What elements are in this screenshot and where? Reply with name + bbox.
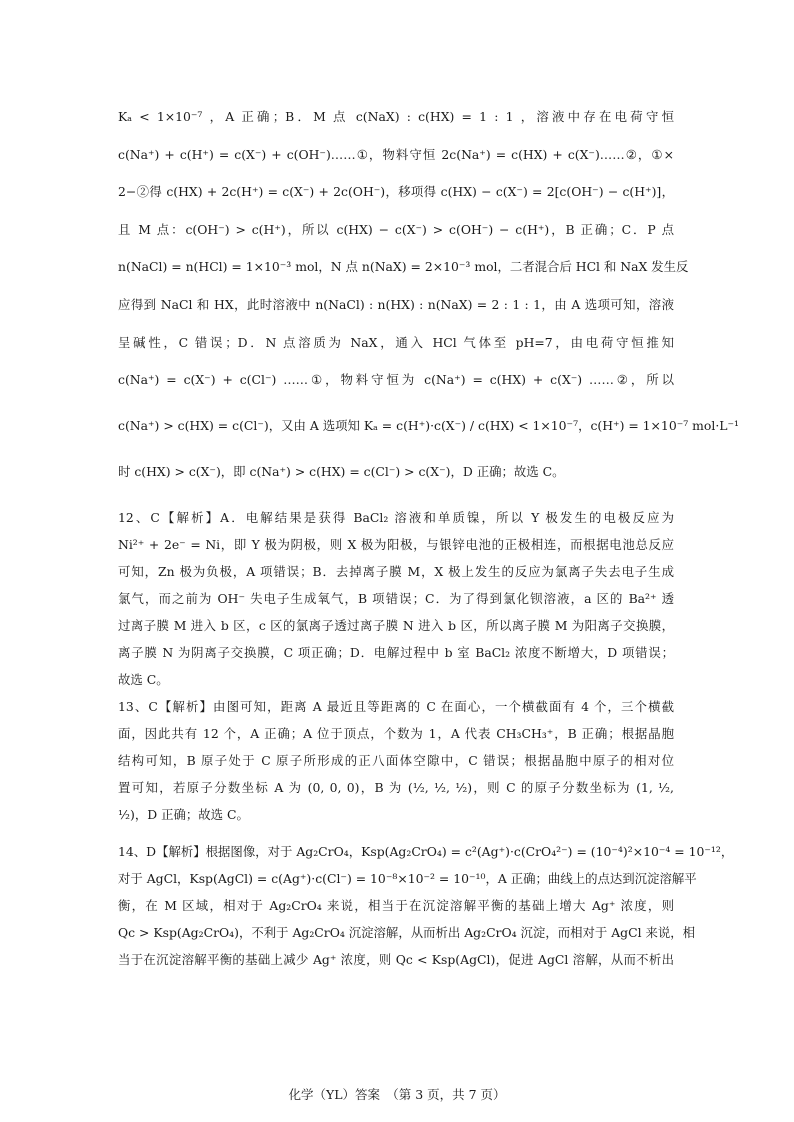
text-line: 对于 AgCl，Ksp(AgCl) = c(Ag⁺)·c(Cl⁻) = 10⁻⁸×10⁻² = 10⁻¹⁰，A 正确；曲线上的点达到沉淀溶解平 <box>118 871 697 887</box>
text-line: 可知，Zn 极为负极，A 项错误；B．去掉离子膜 M，X 极上发生的反应为氯离子失去电子生成 <box>118 564 674 580</box>
paragraph-q12 <box>118 504 674 693</box>
text-line: 且 M 点：c(OH⁻) > c(H⁺)，所以 c(HX) − c(X⁻) > c(OH⁻) − c(H⁺)，B 正确；C．P 点 <box>118 221 674 237</box>
page-footer: 化学（YL）答案 （第 3 页，共 7 页） <box>288 1087 506 1102</box>
text-line: 应得到 NaCl 和 HX，此时溶液中 n(NaCl) : n(HX) : n(NaX) = 2 : 1 : 1，由 A 选项可知，溶液 <box>118 296 674 312</box>
text-line: 置可知，若原子分数坐标 A 为 (0, 0, 0)，B 为 (½, ½, ½)，则 C 的原子分数坐标为 (1, ½, <box>118 780 674 796</box>
paragraph-q11-continued <box>118 98 739 490</box>
text-line: 当于在沉淀溶解平衡的基础上减少 Ag⁺ 浓度，则 Qc < Ksp(AgCl)，促进 AgCl 溶解，从而不析出 <box>118 952 674 968</box>
text-line: c(Na⁺) + c(H⁺) = c(X⁻) + c(OH⁻)……①，物料守恒 2c(Na⁺) = c(HX) + c(X⁻)……②，①× <box>118 146 674 162</box>
text-line: Kₐ < 1×10⁻⁷ ，A 正确；B．M 点 c(NaX) : c(HX) = 1 : 1 ，溶液中存在电荷守恒 <box>118 109 674 124</box>
text-line: 时 c(HX) > c(X⁻)，即 c(Na⁺) > c(HX) = c(Cl⁻) > c(X⁻)，D 正确；故选 C。 <box>118 463 565 479</box>
text-line: 结构可知，B 原子处于 C 原子所形成的正八面体空隙中，C 错误；根据晶胞中原子的相对位 <box>118 753 674 769</box>
paragraph-q13 <box>118 693 674 828</box>
text-line: 13、C【解析】由图可知，距离 A 最近且等距离的 C 在面心，一个横截面有 4 个，三个横截 <box>118 699 674 715</box>
text-line: 2−②得 c(HX) + 2c(H⁺) = c(X⁻) + 2c(OH⁻)，移项得 c(HX) − c(X⁻) = 2[c(OH⁻) − c(H⁺)]， <box>118 184 674 200</box>
answer-content <box>118 98 739 973</box>
text-line: 离子膜 N 为阴离子交换膜，C 项正确；D．电解过程中 b 室 BaCl₂ 浓度不断增大，D 项错误； <box>118 645 674 661</box>
paragraph-q14 <box>118 838 734 973</box>
text-line: 12、C【解析】A．电解结果是获得 BaCl₂ 溶液和单质镍，所以 Y 极发生的电极反应为 <box>118 510 674 526</box>
text-line: Qc > Ksp(Ag₂CrO₄)，不利于 Ag₂CrO₄ 沉淀溶解，从而析出 Ag₂CrO₄ 沉淀，而相对于 AgCl 来说，相 <box>118 925 696 941</box>
text-line: 过离子膜 M 进入 b 区，c 区的氯离子透过离子膜 N 进入 b 区，所以离子膜 M 为阳离子交换膜， <box>118 618 674 634</box>
text-line: 面，因此共有 12 个，A 正确；A 位于顶点，个数为 1，A 代表 CH₃CH₃⁺，B 正确；根据晶胞 <box>118 726 674 742</box>
text-line: 故选 C。 <box>118 672 169 688</box>
text-line: c(Na⁺) > c(HX) = c(Cl⁻)，又由 A 选项知 Kₐ = c(H⁺)·c(X⁻) / c(HX) < 1×10⁻⁷，c(H⁺) = 1×10⁻⁷ mol·L⁻¹ <box>118 417 739 433</box>
text-line: c(Na⁺) = c(X⁻) + c(Cl⁻) ……①，物料守恒为 c(Na⁺) = c(HX) + c(X⁻) ……②，所以 <box>118 372 674 388</box>
text-line: 衡，在 M 区域，相对于 Ag₂CrO₄ 来说，相当于在沉淀溶解平衡的基础上增大 Ag⁺ 浓度，则 <box>118 898 674 914</box>
text-line: ½)，D 正确；故选 C。 <box>118 807 249 823</box>
text-line: Ni²⁺ + 2e⁻ = Ni，即 Y 极为阴极，则 X 极为阳极，与银锌电池的正极相连，而根据电池总反应 <box>118 537 674 553</box>
text-line: n(NaCl) = n(HCl) = 1×10⁻³ mol，N 点 n(NaX) = 2×10⁻³ mol，二者混合后 HCl 和 NaX 发生反 <box>118 259 689 275</box>
text-line: 14、D【解析】根据图像，对于 Ag₂CrO₄，Ksp(Ag₂CrO₄) = c²(Ag⁺)·c(CrO₄²⁻) = (10⁻⁴)²×10⁻⁴ = 10⁻¹²， <box>118 844 734 860</box>
text-line: 呈碱性，C 错误；D．N 点溶质为 NaX，通入 HCl 气体至 pH=7，由电荷守恒推知 <box>118 334 674 350</box>
text-line: 氯气，而之前为 OH⁻ 失电子生成氧气，B 项错误；C．为了得到氯化钡溶液，a 区的 Ba²⁺ 透 <box>118 591 674 607</box>
